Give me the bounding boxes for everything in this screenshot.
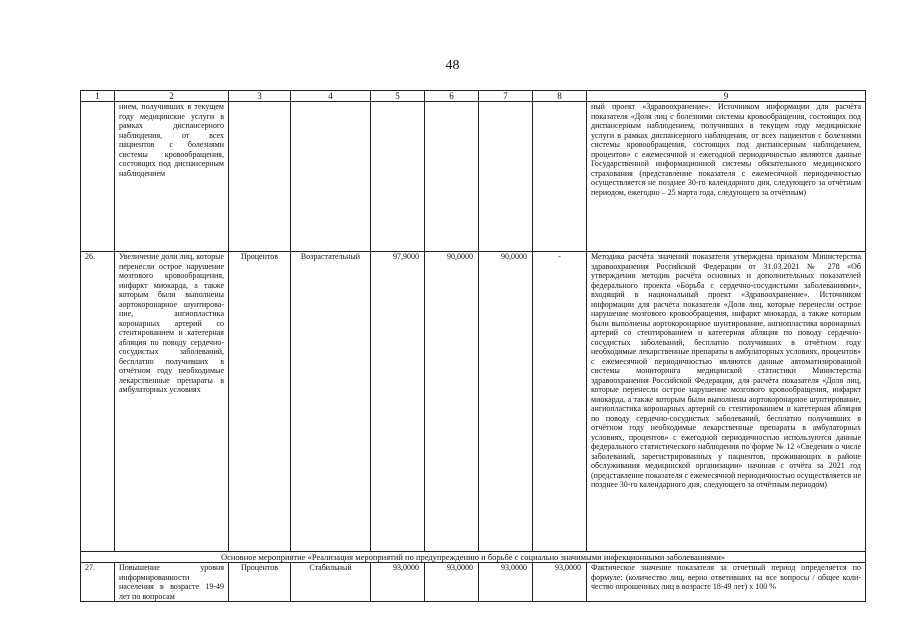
section-title: Основное мероприятие «Реализация мероприятий по предупреждению и борьбе с социально значимыми инфекционными заболеваниями» xyxy=(81,552,866,563)
trend-type-cell: Возрастательный xyxy=(291,252,371,552)
trend-type-cell xyxy=(291,102,371,252)
value-cell xyxy=(425,102,479,252)
value-cell: 90,0000 xyxy=(479,252,533,552)
value-cell: 93,0000 xyxy=(533,563,587,602)
indicator-name: Увеличение доли лиц, которые перенесли острое нарушение мозгового кровообращения, инфаркт миокарда, а также которым были выполнены аортокоронарное шунтирование, ангиопластика коронарных артерий со стентированием и катетерная абляция по поводу сердечнососудистых заболеваний, бесплатно получивших в отчётном году необходимые лекарственные препараты в амбулаторных условиях xyxy=(115,252,229,552)
table-row xyxy=(81,102,866,252)
method-description: Методика расчёта значений показателя утверждена приказом Министерства здравоохранения Российской Федерации от 31.03.2021 № 278 «Об утверждении методик расчёта основных и дополнительных показателей федерального проекта «Борьба с сердечно-сосудистыми заболеваниями», входящий в национальный проект «Здравоохранение». Источником информации для расчёта показателя «Доля лиц, которые перенесли острое нарушение мозгового кровообращения, инфаркт миокарда, а также которым были выполнены аортокоронарное шунтирование, ангиопластика коронарных артерий со стентированием и катетерная абляция по поводу сердечно-сосудистых заболеваний, бесплатно получивших в отчётном году необходимые лекарственные препараты в амбулаторных условиях, процентов» с ежемесячной периодичностью являются данные автоматизированной системы мониторинга медицинской статистики Министерства здравоохранения Российской Федерации, для расчёта показателя «Доля лиц, которые перенесли острое нарушение мозгового кровообращения, инфаркт миокарда, а также которым были выполнены аортокоронарное шунтирование, ангиопластика коронарных артерий со стентированием и катетерная абляция по поводу сердечно-сосудистых заболеваний, бесплатно получивших в отчётном году необходимые лекарственные препараты в амбулаторных условиях, процентов» с ежегодной периодичностью используются данные федерального статистического наблюдения по форме № 12 «Сведения о числе заболеваний, зарегистрированных у пациентов, проживающих в районе обслуживания медицинской организации» начиная с отчёта за 2021 год (представление показателя с ежемесячной периодичностью осуществляется не позднее 30-го календарного дня, следующего за отчётным периодом) xyxy=(587,252,866,552)
indicator-name: нием, получивших в текущем году медицинские услуги в рамках диспансерного наблюдения, от всех пациентов с болезнями системы кровообращения, состоящих под диспансерным наблюдением xyxy=(115,102,229,252)
value-cell: 90,0000 xyxy=(425,252,479,552)
column-header: 1 xyxy=(81,91,115,102)
row-number xyxy=(81,102,115,252)
indicator-name: Повышение уровня информированности населения в возрасте 19-49 лет по вопросам xyxy=(115,563,229,602)
column-header: 2 xyxy=(115,91,229,102)
section-row xyxy=(81,552,866,563)
row-number: 26. xyxy=(81,252,115,552)
method-description: ный проект «Здравоохранение». Источником информации для расчёта показателя «Доля лиц с болезнями системы кровообращения, состоящих под диспансерным наблюдением, получивших в текущем году медицинские услуги в рамках диспансерного наблюдения, от всех пациентов с болезнями системы кровообращения, состоящих под диспансерным наблюдением, процентов» с ежемесячной и ежегодной периодичностью являются данные Государственной информационной системы обязательного медицинского страхования (представление показателя с ежемесячной периодичностью осуществляется не позднее 30-го календарного дня, следующего за отчётным периодом, ежегодно – 25 марта года, следующего за отчётным) xyxy=(587,102,866,252)
column-header: 6 xyxy=(425,91,479,102)
value-cell: - xyxy=(533,252,587,552)
table-row xyxy=(81,563,866,602)
column-header: 4 xyxy=(291,91,371,102)
method-description: Фактическое значение показателя за отчетный период определяется по формуле: (количество лиц, верно ответивших на все вопросы / общее количество опрошенных лиц в возрасте 18-49 лет) х 100 % xyxy=(587,563,866,602)
unit-cell: Процентов xyxy=(229,252,291,552)
column-header: 3 xyxy=(229,91,291,102)
unit-cell xyxy=(229,102,291,252)
table-row xyxy=(81,252,866,552)
row-number: 27. xyxy=(81,563,115,602)
trend-type-cell: Стабильный xyxy=(291,563,371,602)
unit-cell: Процентов xyxy=(229,563,291,602)
indicators-table xyxy=(80,90,866,602)
value-cell: 93,0000 xyxy=(371,563,425,602)
column-header-row xyxy=(81,91,866,102)
column-header: 9 xyxy=(587,91,866,102)
column-header: 7 xyxy=(479,91,533,102)
value-cell: 93,0000 xyxy=(479,563,533,602)
value-cell xyxy=(533,102,587,252)
column-header: 8 xyxy=(533,91,587,102)
column-header: 5 xyxy=(371,91,425,102)
value-cell: 93,0000 xyxy=(425,563,479,602)
value-cell xyxy=(479,102,533,252)
value-cell xyxy=(371,102,425,252)
value-cell: 97,9000 xyxy=(371,252,425,552)
page-number: 48 xyxy=(445,58,460,73)
